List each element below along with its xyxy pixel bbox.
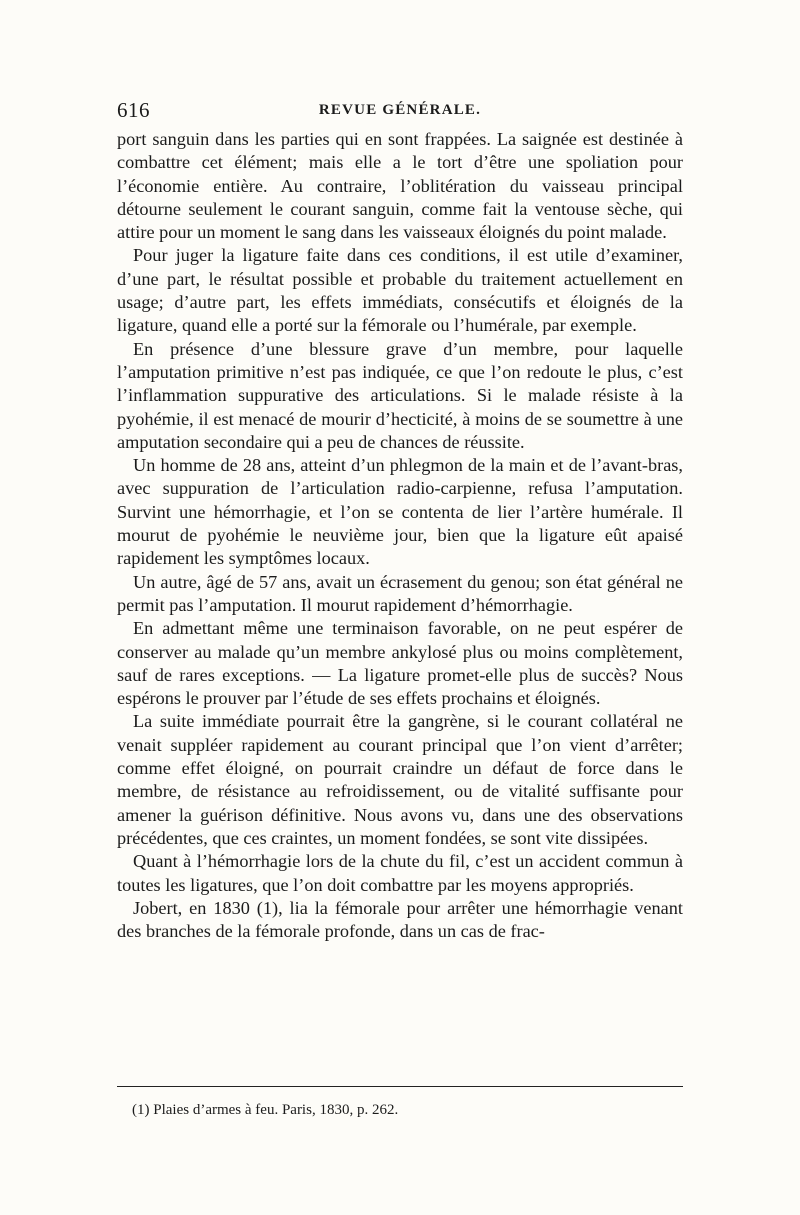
paragraph: En admettant même une terminaison favorable, on ne peut espérer de conserver au malade qu’un membre ankylosé plus ou moins complètement, sauf de rares exceptions. — La ligature promet-elle plus de succès? Nous espérons le prouver par l’étude de ses effets prochains et éloignés.: [117, 618, 683, 709]
footnote-divider: [117, 1086, 683, 1087]
paragraph: Un autre, âgé de 57 ans, avait un écrasement du genou; son état général ne permit pas l’amputation. Il mourut rapidement d’hémorrhagie.: [117, 571, 683, 615]
paragraph: La suite immédiate pourrait être la gangrène, si le courant collatéral ne venait suppléer rapidement au courant principal que l’on vient d’arrêter; comme effet éloigné, on pourrait craindre un défaut de force dans le membre, de résistance au refroidissement, ou de vitalité suffisante pour amener la guérison définitive. Nous avons vu, dans une des observations précédentes, que ces craintes, un moment fondées, se sont vite dissipées.: [117, 711, 683, 848]
paragraph: En présence d’une blessure grave d’un membre, pour laquelle l’amputation primitive n’est pas indiquée, ce que l’on redoute le plus, c’est l’inflammation suppurative des articulations. Si le malade résiste à la pyohémie, il est menacé de mourir d’hecticité, à moins de se soumettre à une amputation secondaire qui a peu de chances de réussite.: [117, 338, 683, 452]
paragraph: Jobert, en 1830 (1), lia la fémorale pour arrêter une hémorrhagie venant des branches de la fémorale profonde, dans un cas de frac-: [117, 897, 683, 942]
footnote: (1) Plaies d’armes à feu. Paris, 1830, p. 262.: [132, 1102, 399, 1118]
paragraph: Quant à l’hémorrhagie lors de la chute du fil, c’est un accident commun à toutes les ligatures, que l’on doit combattre par les moyens appropriés.: [117, 851, 683, 895]
paragraph: Pour juger la ligature faite dans ces conditions, il est utile d’examiner, d’une part, le résultat possible et probable du traitement actuellement en usage; d’autre part, les effets immédiats, consécutifs et éloignés de la ligature, quand elle a porté sur la fémorale ou l’humérale, par exemple.: [117, 245, 683, 336]
running-title: REVUE GÉNÉRALE.: [318, 102, 482, 118]
body-text: [117, 128, 683, 943]
page-number: 616: [117, 98, 150, 122]
paragraph: Un homme de 28 ans, atteint d’un phlegmon de la main et de l’avant-bras, avec suppuration de l’articulation radio-carpienne, refusa l’amputation. Survint une hémorrhagie, et l’on se contenta de lier l’artère humérale. Il mourut de pyohémie le neuvième jour, bien que la ligature eût apaisé rapidement les symptômes locaux.: [117, 455, 683, 569]
paragraph: port sanguin dans les parties qui en sont frappées. La saignée est destinée à combattre cet élément; mais elle a le tort d’être une spoliation pour l’économie entière. Au contraire, l’oblitération du vaisseau principal détourne seulement le courant sanguin, comme fait la ventouse sèche, qui attire pour un moment le sang dans les vaisseaux éloignés du point malade.: [117, 129, 683, 243]
running-header: [117, 98, 683, 124]
